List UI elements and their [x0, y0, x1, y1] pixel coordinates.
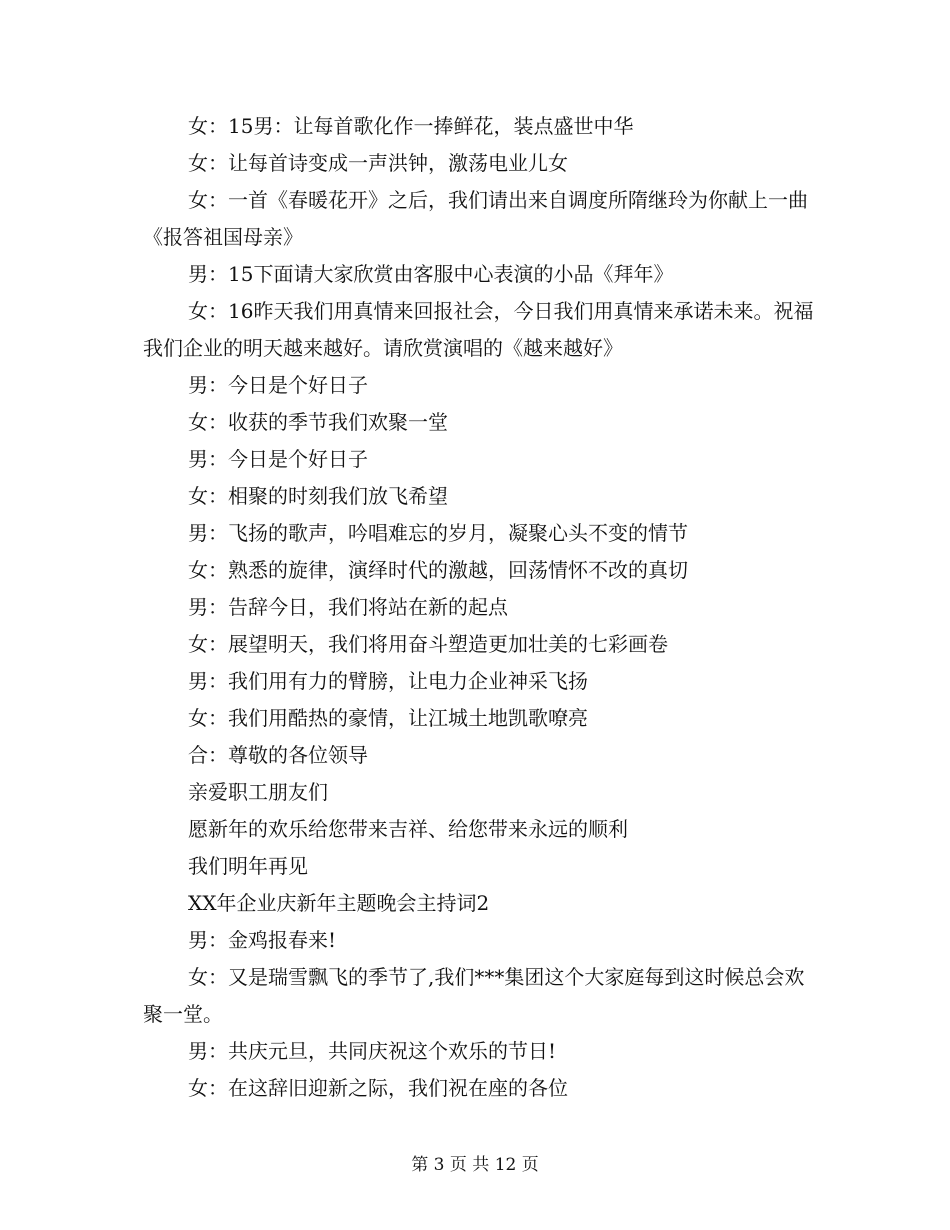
- page-number-label: 第 3 页 共 12 页: [411, 1155, 539, 1175]
- paragraph: 女：又是瑞雪飘飞的季节了,我们***集团这个大家庭每到这时候总会欢聚一堂。: [143, 965, 805, 1026]
- document-body: [143, 108, 823, 1107]
- paragraph: 男：今日是个好日子: [188, 447, 368, 471]
- paragraph: 女：在这辞旧迎新之际，我们祝在座的各位: [188, 1076, 568, 1100]
- paragraph: 女：16昨天我们用真情来回报社会，今日我们用真情来承诺未来。祝福我们企业的明天越来越好。请欣赏演唱的《越来越好》: [143, 299, 814, 360]
- paragraph: 女：15男：让每首歌化作一捧鲜花，装点盛世中华: [188, 114, 634, 138]
- paragraph: 男：我们用有力的臂膀，让电力企业神采飞扬: [188, 669, 588, 693]
- paragraph: 女：一首《春暖花开》之后，我们请出来自调度所隋继玲为你献上一曲《报答祖国母亲》: [143, 188, 808, 249]
- paragraph: 男：今日是个好日子: [188, 373, 368, 397]
- paragraph: 亲爱职工朋友们: [188, 780, 328, 804]
- paragraph: 女：展望明天，我们将用奋斗塑造更加壮美的七彩画卷: [188, 632, 668, 656]
- paragraph: 男：告辞今日，我们将站在新的起点: [188, 595, 508, 619]
- paragraph: 男：15下面请大家欣赏由客服中心表演的小品《拜年》: [188, 262, 674, 286]
- page-footer: [0, 1153, 950, 1177]
- paragraph: 男：飞扬的歌声，吟唱难忘的岁月，凝聚心头不变的情节: [188, 521, 688, 545]
- paragraph: 女：相聚的时刻我们放飞希望: [188, 484, 448, 508]
- paragraph: 合：尊敬的各位领导: [188, 743, 368, 767]
- paragraph: 女：让每首诗变成一声洪钟，激荡电业儿女: [188, 151, 568, 175]
- paragraph: 女：收获的季节我们欢聚一堂: [188, 410, 448, 434]
- section-heading: XX年企业庆新年主题晚会主持词2: [188, 891, 490, 915]
- paragraph: 我们明年再见: [188, 854, 308, 878]
- paragraph: 女：我们用酷热的豪情，让江城土地凯歌嘹亮: [188, 706, 588, 730]
- paragraph: 男：金鸡报春来!: [188, 928, 337, 952]
- paragraph: 男：共庆元旦，共同庆祝这个欢乐的节日!: [188, 1039, 557, 1063]
- paragraph: 愿新年的欢乐给您带来吉祥、给您带来永远的顺利: [188, 817, 628, 841]
- paragraph: 女：熟悉的旋律，演绎时代的激越，回荡情怀不改的真切: [188, 558, 688, 582]
